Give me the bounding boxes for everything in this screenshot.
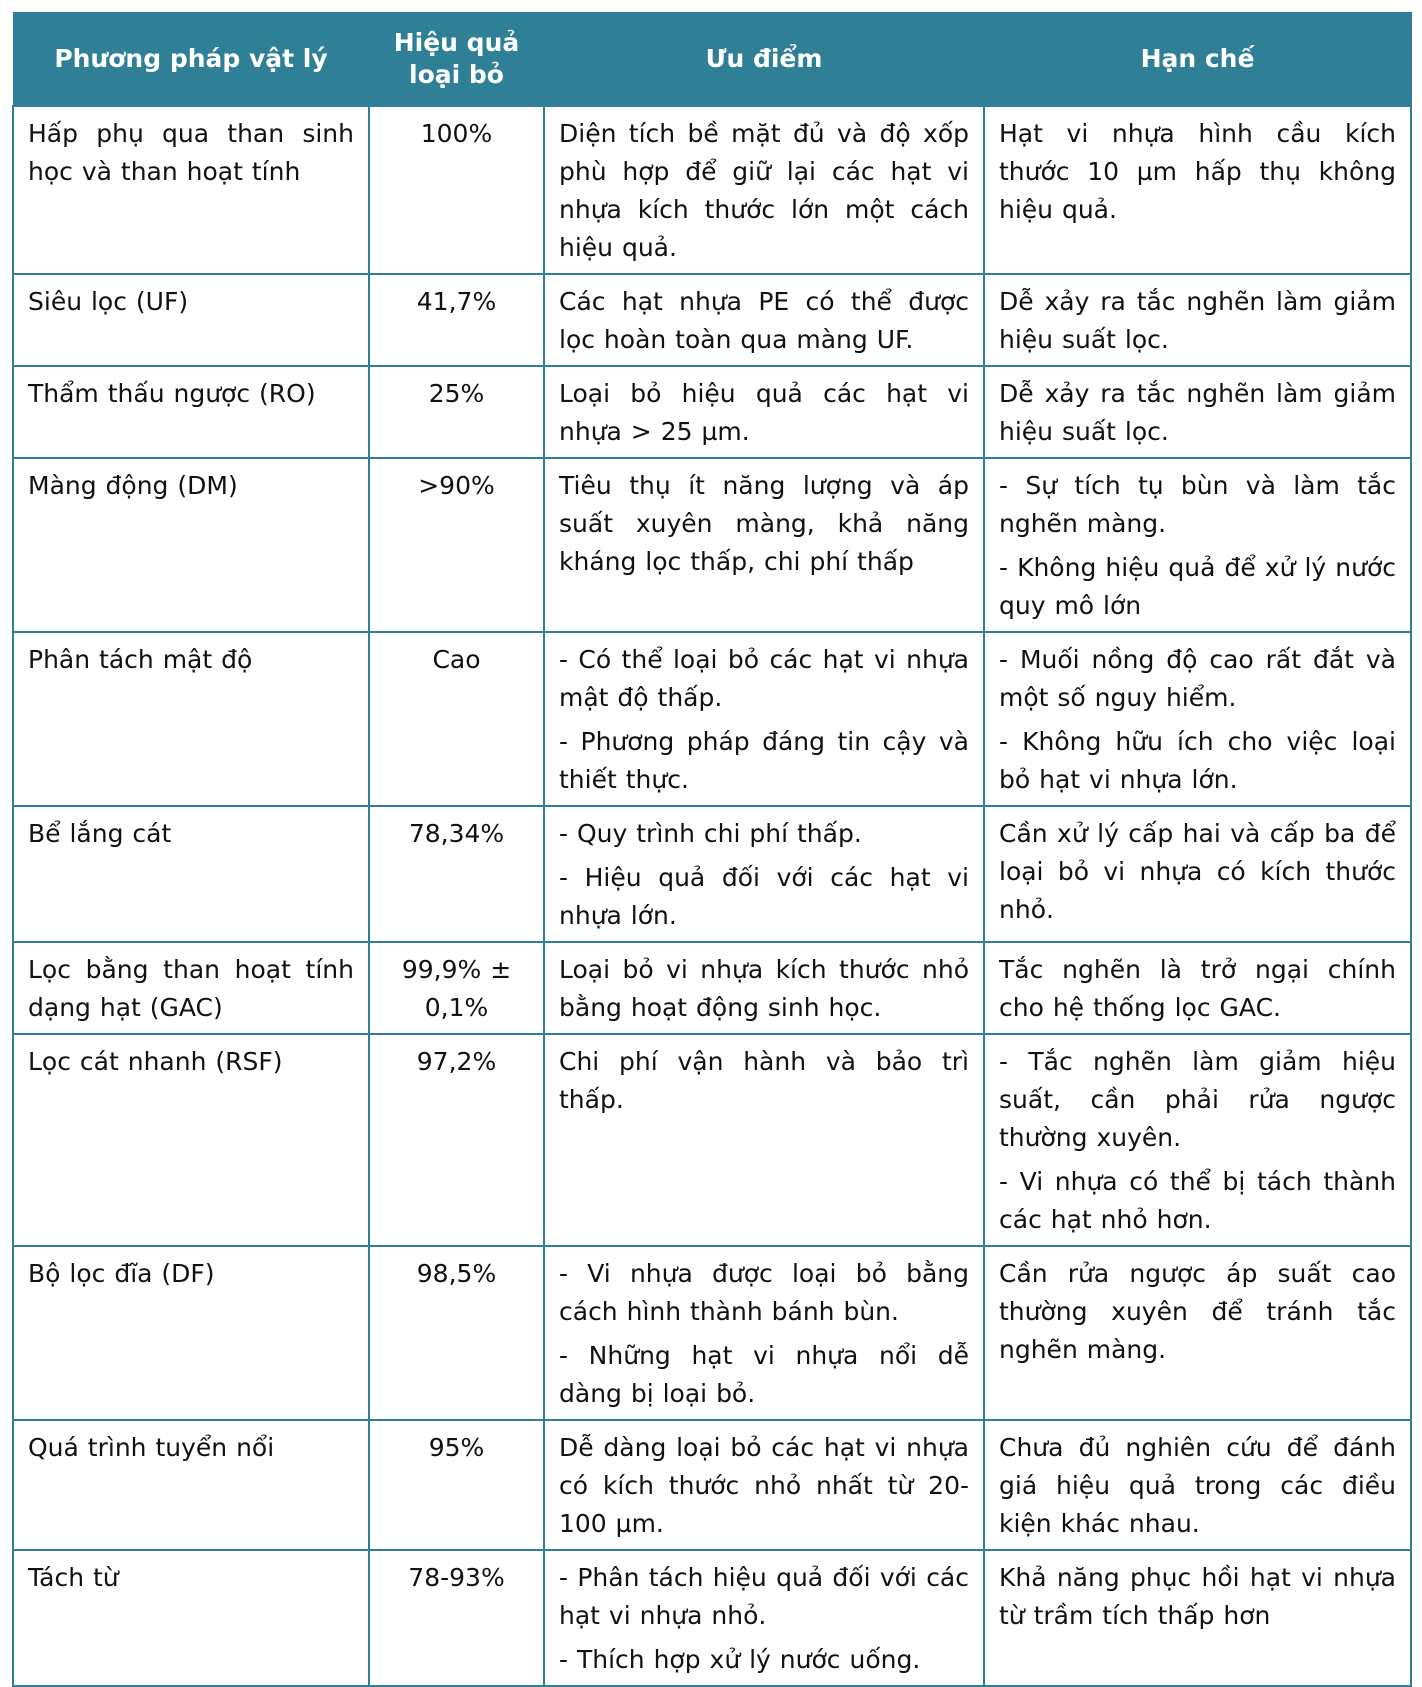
- advantages-cell: [544, 1420, 984, 1550]
- limitations-cell: [984, 458, 1411, 632]
- efficiency-cell: 78-93%: [369, 1550, 544, 1686]
- advantage-text: - Quy trình chi phí thấp.: [559, 819, 862, 848]
- efficiency-cell: 25%: [369, 366, 544, 458]
- table-row: [13, 1550, 1411, 1686]
- method-cell: Bể lắng cát: [13, 806, 369, 942]
- advantages-cell: [544, 1246, 984, 1420]
- efficiency-cell: 41,7%: [369, 274, 544, 366]
- header-row: [13, 13, 1411, 107]
- table-row: [13, 458, 1411, 632]
- method-cell: Siêu lọc (UF): [13, 274, 369, 366]
- efficiency-cell: 98,5%: [369, 1246, 544, 1420]
- advantage-text: - Thích hợp xử lý nước uống.: [559, 1645, 921, 1674]
- limitations-cell: [984, 632, 1411, 806]
- table-row: [13, 1420, 1411, 1550]
- advantages-cell: [544, 1034, 984, 1246]
- table-row: [13, 274, 1411, 366]
- advantages-cell: [544, 458, 984, 632]
- header-limitations: Hạn chế: [984, 13, 1411, 107]
- limitation-text: Khả năng phục hồi hạt vi nhựa từ trầm tích thấp hơn: [999, 1563, 1396, 1630]
- limitations-cell: [984, 1034, 1411, 1246]
- method-cell: Quá trình tuyển nổi: [13, 1420, 369, 1550]
- table-header: [13, 13, 1411, 107]
- limitation-text: - Không hiệu quả để xử lý nước quy mô lớn: [999, 553, 1396, 620]
- table-row: [13, 806, 1411, 942]
- method-cell: Phân tách mật độ: [13, 632, 369, 806]
- advantage-text: Dễ dàng loại bỏ các hạt vi nhựa có kích thước nhỏ nhất từ 20-100 µm.: [559, 1433, 969, 1538]
- limitation-text: - Muối nồng độ cao rất đắt và một số nguy hiểm.: [999, 645, 1396, 712]
- advantage-text: Loại bỏ hiệu quả các hạt vi nhựa > 25 µm.: [559, 379, 969, 446]
- limitations-cell: [984, 106, 1411, 274]
- advantage-text: - Hiệu quả đối với các hạt vi nhựa lớn.: [559, 863, 969, 930]
- header-advantages: Ưu điểm: [544, 13, 984, 107]
- advantages-cell: [544, 942, 984, 1034]
- advantages-cell: [544, 366, 984, 458]
- limitation-text: Dễ xảy ra tắc nghẽn làm giảm hiệu suất lọc.: [999, 287, 1396, 354]
- limitation-text: Hạt vi nhựa hình cầu kích thước 10 µm hấp thụ không hiệu quả.: [999, 119, 1396, 224]
- advantages-cell: [544, 106, 984, 274]
- efficiency-cell: 100%: [369, 106, 544, 274]
- limitation-text: - Không hữu ích cho việc loại bỏ hạt vi nhựa lớn.: [999, 727, 1396, 794]
- advantage-text: Diện tích bề mặt đủ và độ xốp phù hợp để giữ lại các hạt vi nhựa kích thước lớn một cách hiệu quả.: [559, 119, 969, 262]
- method-cell: Thẩm thấu ngược (RO): [13, 366, 369, 458]
- table-row: [13, 942, 1411, 1034]
- table-row: [13, 106, 1411, 274]
- advantage-text: - Những hạt vi nhựa nổi dễ dàng bị loại bỏ.: [559, 1341, 969, 1408]
- table-row: [13, 1034, 1411, 1246]
- limitations-cell: [984, 1420, 1411, 1550]
- advantage-text: - Phân tách hiệu quả đối với các hạt vi nhựa nhỏ.: [559, 1563, 969, 1630]
- header-method: Phương pháp vật lý: [13, 13, 369, 107]
- advantage-text: - Vi nhựa được loại bỏ bằng cách hình thành bánh bùn.: [559, 1259, 969, 1326]
- advantages-cell: [544, 1550, 984, 1686]
- table-body: [13, 106, 1411, 1686]
- physical-methods-table: [12, 12, 1412, 1687]
- header-efficiency: Hiệu quả loại bỏ: [369, 13, 544, 107]
- advantages-cell: [544, 274, 984, 366]
- method-cell: Màng động (DM): [13, 458, 369, 632]
- advantage-text: - Có thể loại bỏ các hạt vi nhựa mật độ thấp.: [559, 645, 969, 712]
- efficiency-cell: 78,34%: [369, 806, 544, 942]
- method-cell: Bộ lọc đĩa (DF): [13, 1246, 369, 1420]
- table-row: [13, 632, 1411, 806]
- limitations-cell: [984, 806, 1411, 942]
- limitation-text: - Tắc nghẽn làm giảm hiệu suất, cần phải rửa ngược thường xuyên.: [999, 1047, 1396, 1152]
- limitations-cell: [984, 366, 1411, 458]
- limitation-text: - Vi nhựa có thể bị tách thành các hạt nhỏ hơn.: [999, 1167, 1396, 1234]
- table-row: [13, 366, 1411, 458]
- limitation-text: Tắc nghẽn là trở ngại chính cho hệ thống lọc GAC.: [999, 955, 1396, 1022]
- advantage-text: Tiêu thụ ít năng lượng và áp suất xuyên màng, khả năng kháng lọc thấp, chi phí thấp: [559, 471, 969, 576]
- efficiency-cell: 95%: [369, 1420, 544, 1550]
- comparison-table-container: [12, 12, 1410, 1687]
- efficiency-cell: 99,9% ± 0,1%: [369, 942, 544, 1034]
- advantages-cell: [544, 806, 984, 942]
- advantage-text: Các hạt nhựa PE có thể được lọc hoàn toàn qua màng UF.: [559, 287, 969, 354]
- limitation-text: Cần rửa ngược áp suất cao thường xuyên để tránh tắc nghẽn màng.: [999, 1259, 1396, 1364]
- efficiency-cell: >90%: [369, 458, 544, 632]
- method-cell: Tách từ: [13, 1550, 369, 1686]
- limitation-text: Cần xử lý cấp hai và cấp ba để loại bỏ vi nhựa có kích thước nhỏ.: [999, 819, 1396, 924]
- method-cell: Lọc cát nhanh (RSF): [13, 1034, 369, 1246]
- efficiency-cell: Cao: [369, 632, 544, 806]
- limitations-cell: [984, 274, 1411, 366]
- advantage-text: Chi phí vận hành và bảo trì thấp.: [559, 1047, 969, 1114]
- limitations-cell: [984, 942, 1411, 1034]
- limitations-cell: [984, 1550, 1411, 1686]
- limitation-text: Dễ xảy ra tắc nghẽn làm giảm hiệu suất lọc.: [999, 379, 1396, 446]
- advantages-cell: [544, 632, 984, 806]
- limitation-text: Chưa đủ nghiên cứu để đánh giá hiệu quả trong các điều kiện khác nhau.: [999, 1433, 1396, 1538]
- table-row: [13, 1246, 1411, 1420]
- limitation-text: - Sự tích tụ bùn và làm tắc nghẽn màng.: [999, 471, 1396, 538]
- limitations-cell: [984, 1246, 1411, 1420]
- method-cell: Hấp phụ qua than sinh học và than hoạt tính: [13, 106, 369, 274]
- method-cell: Lọc bằng than hoạt tính dạng hạt (GAC): [13, 942, 369, 1034]
- efficiency-cell: 97,2%: [369, 1034, 544, 1246]
- advantage-text: - Phương pháp đáng tin cậy và thiết thực.: [559, 727, 969, 794]
- advantage-text: Loại bỏ vi nhựa kích thước nhỏ bằng hoạt động sinh học.: [559, 955, 969, 1022]
